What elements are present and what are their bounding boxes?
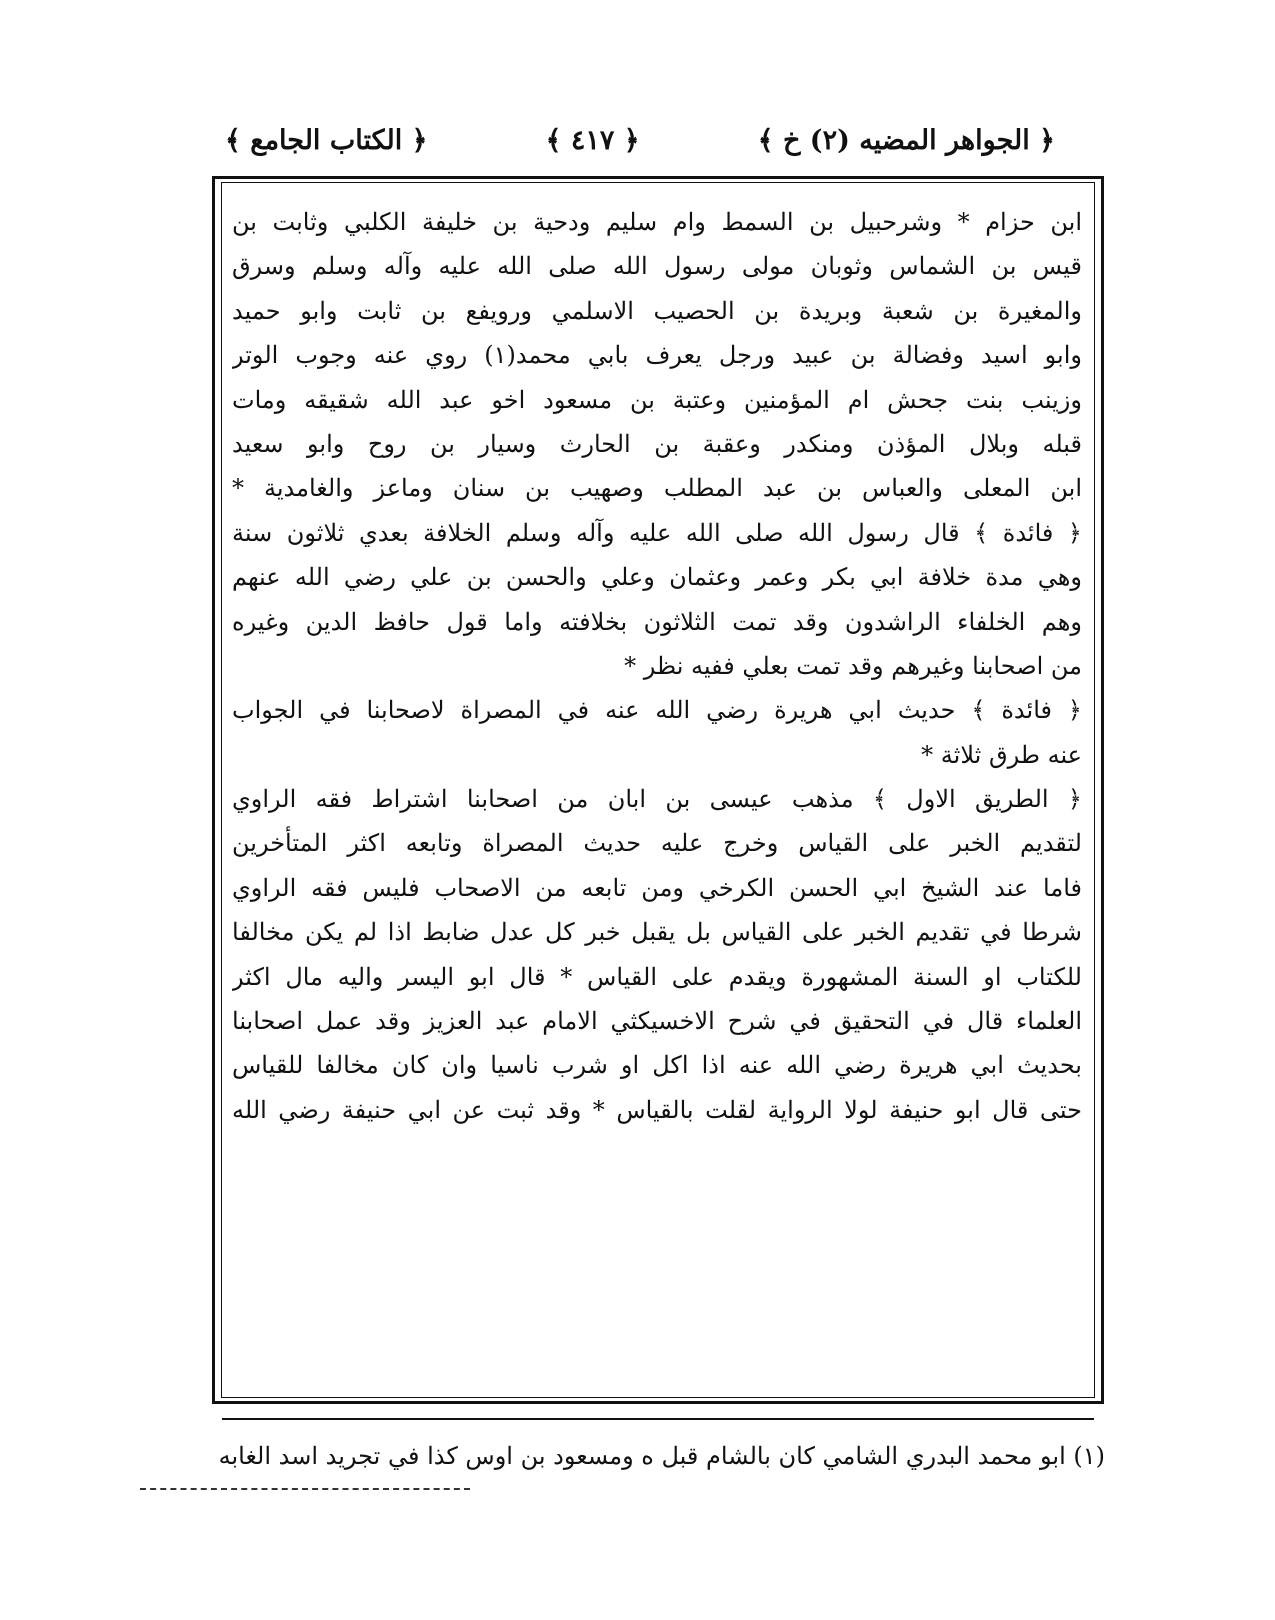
text-line: ﴿ فائدة ﴾ قال رسول الله صلى الله عليه وآله وسلم الخلافة بعدي ثلاثون سنة (232, 518, 1082, 547)
frame-bottom-rule (222, 1418, 1094, 1420)
text-line: عنه طرق ثلاثة * (921, 740, 1082, 769)
text-line: بحديث ابي هريرة رضي الله عنه اذا اكل او شرب ناسيا وان كان مخالفا للقياس (232, 1051, 1082, 1080)
book-title: ﴿ الجواهر المضيه (٢) خ ﴾ (757, 124, 1055, 156)
page-number: ﴿ ٤١٧ ﴾ (545, 124, 640, 156)
section-title: ﴿ الكتاب الجامع ﴾ (225, 124, 428, 156)
running-header (225, 118, 1055, 162)
text-line: وهي مدة خلافة ابي بكر وعمر وعثمان وعلي والحسن بن علي رضي الله عنهم (232, 563, 1082, 592)
text-line: ابن المعلى والعباس بن عبد المطلب وصهيب بن سنان وماعز والغامدية * (232, 474, 1082, 503)
text-line: من اصحابنا وغيرهم وقد تمت بعلي ففيه نظر * (624, 651, 1082, 680)
text-line: شرطا في تقديم الخبر على القياس بل يقبل خبر كل عدل ضابط اذا لم يكن مخالفا (232, 918, 1082, 947)
text-line: فاما عند الشيخ ابي الحسن الكرخي ومن تابعه من الاصحاب فليس فقه الراوي (232, 873, 1082, 902)
footnote: (١) ابو محمد البدري الشامي كان بالشام قبل ه ومسعود بن اوس كذا في تجريد اسد الغابه (218, 1442, 1105, 1470)
text-line: ﴿ فائدة ﴾ حديث ابي هريرة رضي الله عنه في المصراة لاصحابنا في الجواب (232, 696, 1082, 725)
text-line: وهم الخلفاء الراشدون وقد تمت الثلاثون بخلافته واما قول حافظ الدين وغيره (232, 607, 1082, 636)
text-line: العلماء قال في التحقيق في شرح الاخسيكثي الامام عبد العزيز وقد عمل اصحابنا (232, 1007, 1082, 1036)
main-text (232, 200, 1082, 1132)
text-line: ابن حزام * وشرحبيل بن السمط وام سليم ودحية بن خليفة الكلبي وثابت بن (232, 208, 1082, 236)
text-line: قبله وبلال المؤذن ومنكدر وعقبة بن الحارث وسيار بن روح وابو سعيد (232, 429, 1082, 458)
text-line: وزينب بنت جحش ام المؤمنين وعتبة بن مسعود اخو عبد الله شقيقه ومات (232, 385, 1082, 414)
text-line: والمغيرة بن شعبة وبريدة بن الحصيب الاسلمي ورويفع بن ثابت وابو حميد (232, 296, 1082, 325)
footnote-dashes (140, 1488, 470, 1490)
text-line: حتى قال ابو حنيفة لولا الرواية لقلت بالقياس * وقد ثبت عن ابي حنيفة رضي الله (232, 1095, 1082, 1124)
text-line: لتقديم الخبر على القياس وخرج عليه حديث المصراة وتابعه اكثر المتأخرين (232, 829, 1082, 858)
text-line: للكتاب او السنة المشهورة ويقدم على القياس * قال ابو اليسر واليه مال اكثر (232, 962, 1082, 991)
text-line: ﴿ الطريق الاول ﴾ مذهب عيسى بن ابان من اصحابنا اشتراط فقه الراوي (232, 785, 1082, 814)
text-line: قيس بن الشماس وثوبان مولى رسول الله صلى الله عليه وآله وسلم وسرق (232, 252, 1082, 281)
text-line: وابو اسيد وفضالة بن عبيد ورجل يعرف بابي محمد(١) روي عنه وجوب الوتر (232, 341, 1082, 370)
